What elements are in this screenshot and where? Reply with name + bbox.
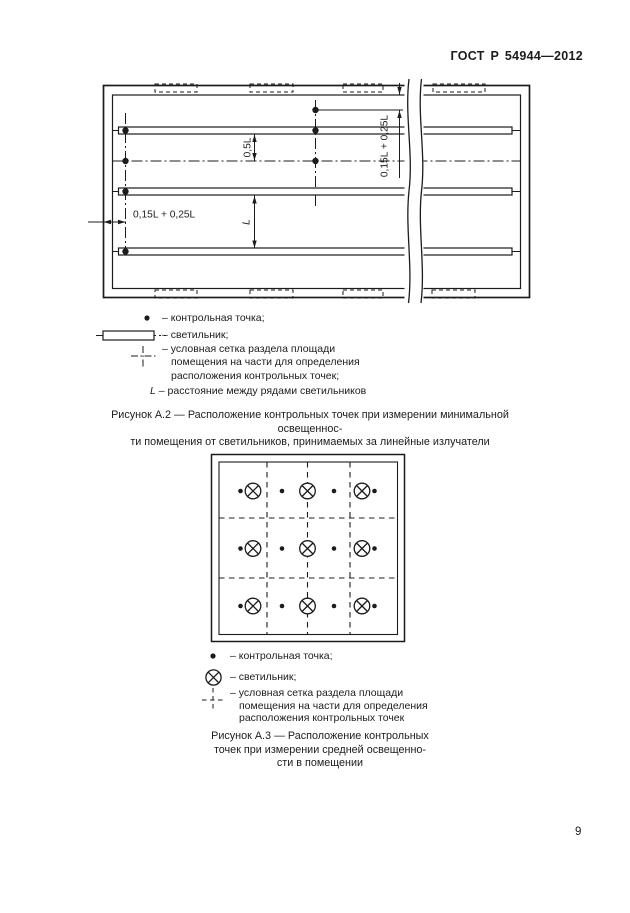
legend-a3-luminaire-label: – светильник; bbox=[230, 671, 297, 683]
legend-a2-grid-line-3: расположения контрольных точек; bbox=[171, 369, 340, 382]
legend-a3-grid-line-3: расположения контрольных точек bbox=[239, 712, 405, 724]
dimension-half-l-label: 0,5L bbox=[242, 137, 254, 158]
figure-a3-diagram bbox=[200, 446, 415, 648]
legend-a3-control-point-label: – контрольная точка; bbox=[230, 650, 333, 662]
control-point-icon bbox=[206, 649, 220, 663]
grid-cross-icon bbox=[128, 344, 160, 372]
grid-cross-icon bbox=[200, 686, 228, 714]
figure-a2-caption-line-2: ти помещения от светильников, принимаемых за линейные излучатели bbox=[130, 436, 490, 448]
legend-a2-l-row bbox=[150, 385, 366, 397]
legend-a3-grid-line-1: – условная сетка раздела площади bbox=[230, 687, 404, 699]
dimension-left-offset bbox=[88, 220, 126, 224]
legend-a3-grid-line-2: помещения на части для определения bbox=[239, 699, 428, 712]
figure-a3-caption-line-3: сти в помещении bbox=[276, 757, 364, 769]
figure-a2-diagram bbox=[80, 76, 545, 306]
dimension-l-label: L bbox=[241, 219, 253, 225]
luminaire-icon bbox=[96, 326, 170, 345]
dimension-l bbox=[252, 196, 256, 249]
figure-a2-caption bbox=[85, 409, 535, 450]
figure-a3-caption bbox=[195, 730, 445, 771]
standard-number-header: ГОСТ Р 54944—2012 bbox=[450, 49, 583, 63]
control-point-icon bbox=[140, 311, 154, 325]
legend-a2-grid-line-1: – условная сетка раздела площади bbox=[162, 342, 336, 355]
figure-a2-caption-line-1: Рисунок А.2 — Расположение контрольных точек при измерении минимальной освещеннос- bbox=[111, 409, 509, 435]
l-text: – расстояние между рядами светильников bbox=[158, 385, 367, 397]
legend-a2-luminaire-label: – светильник; bbox=[162, 329, 229, 341]
l-symbol: L bbox=[150, 385, 156, 397]
dimension-left-offset-label: 0,15L + 0,25L bbox=[133, 209, 196, 221]
legend-a2-control-point-label: – контрольная точка; bbox=[162, 311, 265, 324]
legend-a2-grid-line-2: помещения на части для определения bbox=[171, 356, 360, 368]
figure-a3-caption-line-1: Рисунок А.3 — Расположение контрольных bbox=[211, 730, 429, 742]
grid-lines bbox=[113, 100, 521, 255]
dimension-right-offset-label: 0,15L + 0,25L bbox=[379, 114, 391, 178]
break-lines bbox=[405, 79, 424, 303]
luminaire-circle-icon bbox=[203, 667, 224, 688]
figure-a3-caption-line-2: точек при измерении средней освещенно- bbox=[213, 743, 427, 756]
page-number: 9 bbox=[575, 826, 582, 838]
